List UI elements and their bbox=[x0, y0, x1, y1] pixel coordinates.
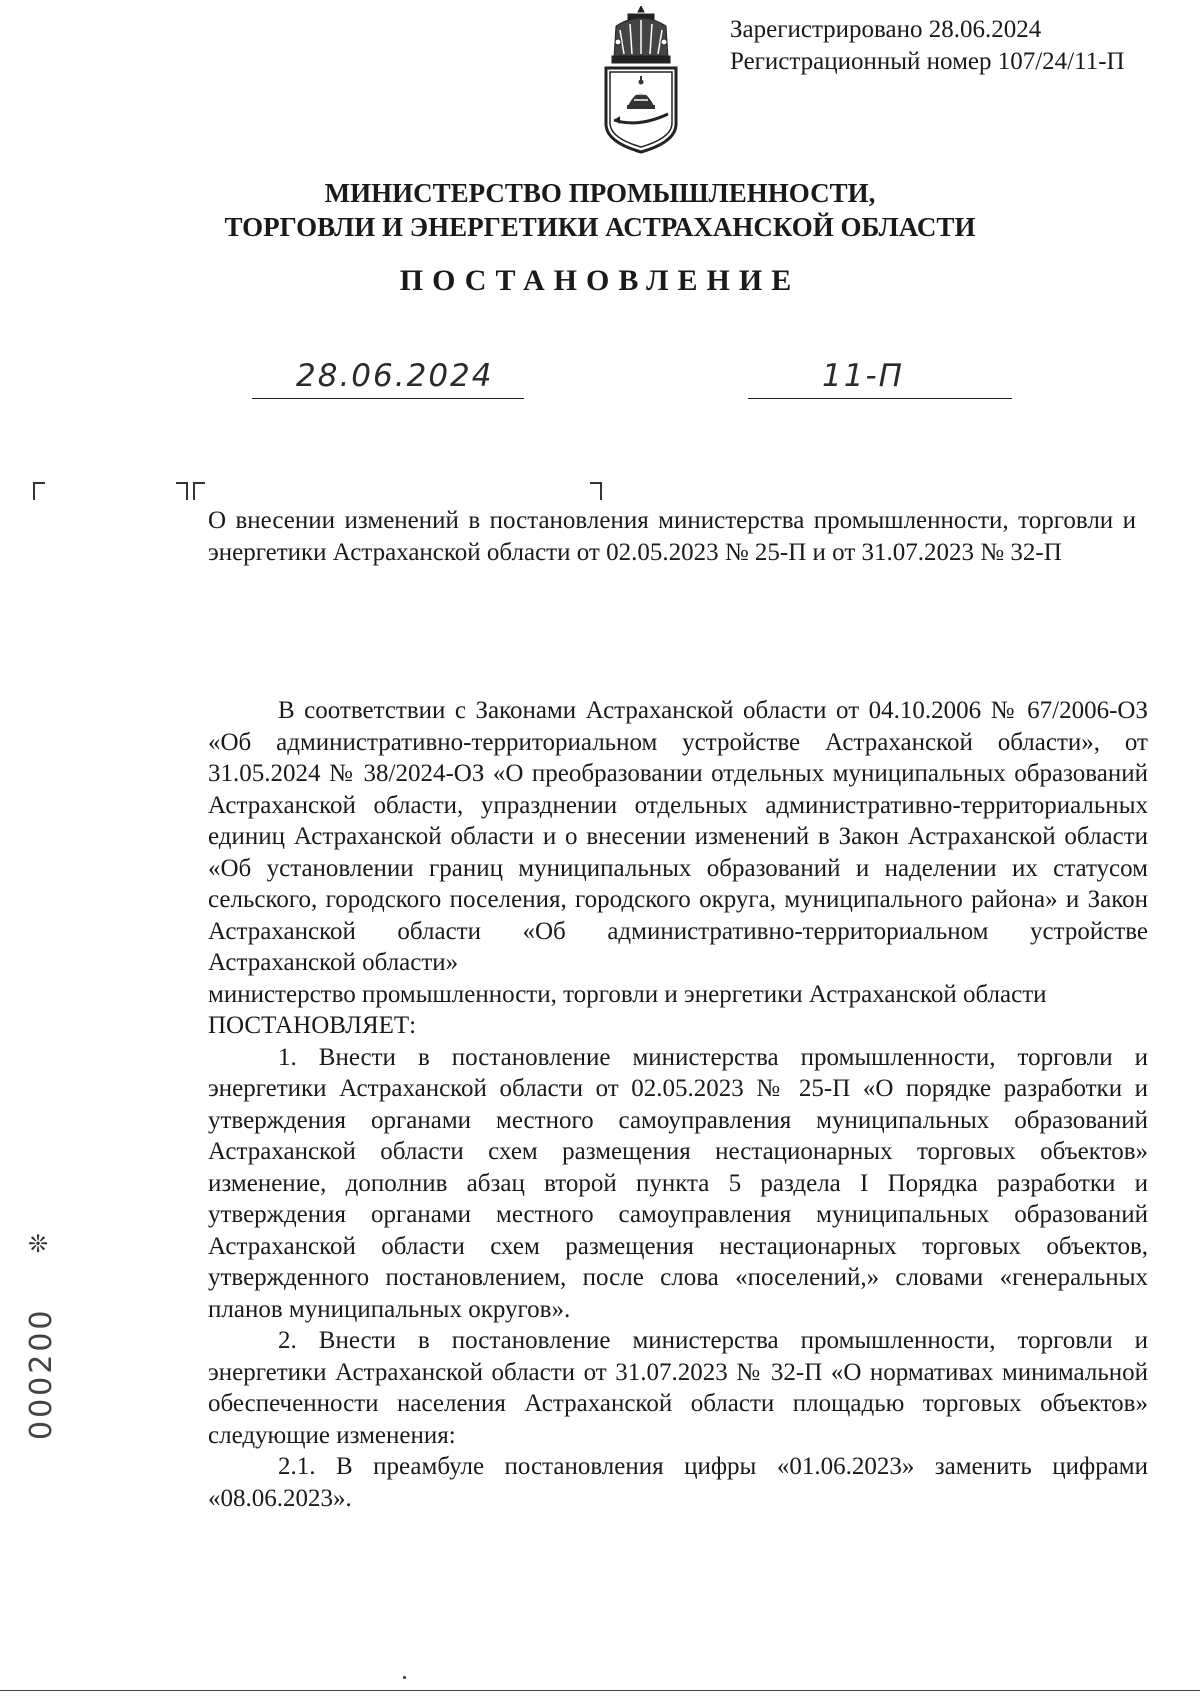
corner-bracket-right bbox=[590, 482, 602, 500]
ministry-name-line1: МИНИСТЕРСТВО ПРОМЫШЛЕННОСТИ, bbox=[324, 178, 876, 208]
registration-date: Зарегистрировано 28.06.2024 bbox=[730, 16, 1042, 43]
item-2-paragraph: 2. Внести в постановление министерства промышленности, торговли и энергетики Астраханской области от 31.07.2023 № 32-П «О нормативах минимальной обеспеченности населения Астраханской области площадью торговых объектов» следующие изменения: bbox=[208, 1327, 1148, 1449]
authority-paragraph: министерство промышленности, торговли и энергетики Астраханской области bbox=[208, 980, 1047, 1008]
item-1-paragraph: 1. Внести в постановление министерства промышленности, торговли и энергетики Астраханской области от 02.05.2023 № 25-П «О порядке разработки и утверждения органами местного самоуправления муниципальных образований Астраханской области схем размещения нестационарных торговых объектов» изменение, дополнив абзац второй пункта 5 раздела I Порядка разработки и утверждения органами местного самоуправления муниципальных образований Астраханской области схем размещения нестационарных торговых объектов, утвержденного постановлением, после слова «поселений,» словами «генеральных планов муниципальных округов». bbox=[208, 1043, 1148, 1323]
scan-speck bbox=[403, 1676, 406, 1679]
decree-number: 11-П bbox=[822, 358, 904, 394]
margin-asterisk-icon: ❊ bbox=[28, 1232, 49, 1258]
page-bottom-rule bbox=[0, 1690, 1200, 1691]
registration-stamp bbox=[730, 14, 1125, 78]
coat-of-arms-icon bbox=[598, 6, 684, 154]
document-body bbox=[208, 695, 1148, 1514]
resolves-paragraph: ПОСТАНОВЛЯЕТ: bbox=[208, 1012, 417, 1039]
registration-number: Регистрационный номер 107/24/11-П bbox=[730, 48, 1125, 75]
margin-serial-number: 000200 bbox=[24, 1307, 59, 1440]
corner-bracket-subject-start bbox=[193, 482, 205, 500]
document-type: ПОСТАНОВЛЕНИЕ bbox=[399, 264, 801, 297]
item-2-1-paragraph: 2.1. В преамбуле постановления цифры «01.06.2023» заменить цифрами «08.06.2023». bbox=[208, 1453, 1148, 1512]
corner-bracket-subject-end bbox=[176, 482, 188, 500]
corner-bracket-left bbox=[33, 482, 45, 500]
ministry-name bbox=[0, 176, 1200, 244]
decree-date-field bbox=[252, 358, 524, 399]
ministry-name-line2: ТОРГОВЛИ И ЭНЕРГЕТИКИ АСТРАХАНСКОЙ ОБЛАСТИ bbox=[224, 212, 976, 242]
preamble-paragraph: В соответствии с Законами Астраханской области от 04.10.2006 № 67/2006-ОЗ «Об административно-территориальном устройстве Астраханской области», от 31.05.2024 № 38/2024-ОЗ «О преобразовании отдельных муниципальных образований Астраханской области, упразднении отдельных административно-территориальных единиц Астраханской области и о внесении изменений в Закон Астраханской области «Об установлении границ муниципальных образований и наделении их статусом сельского, городского поселения, городского округа, муниципального района» и Закон Астраханской области «Об административно-территориальном устройстве Астраханской области» bbox=[208, 697, 1148, 976]
decree-number-field bbox=[748, 358, 1012, 399]
decree-date: 28.06.2024 bbox=[296, 358, 494, 394]
document-subject: О внесении изменений в постановления министерства промышленности, торговли и энергетики Астраханской области от 02.05.2023 № 25-П и от 31.07.2023 № 32-П bbox=[208, 507, 1136, 566]
